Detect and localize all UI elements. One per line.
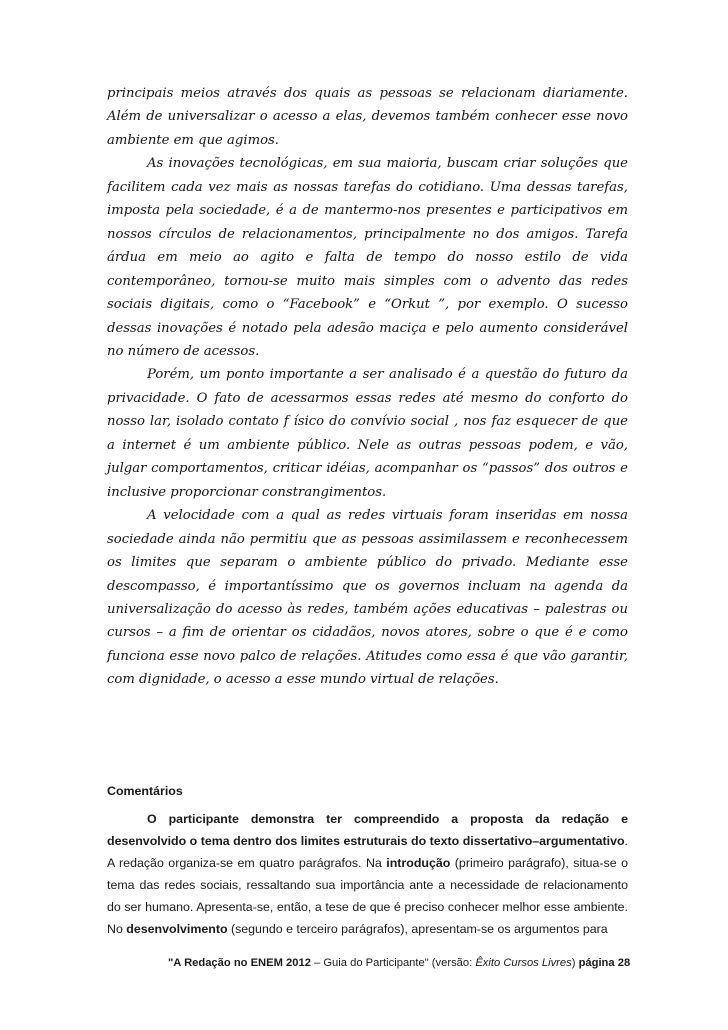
- comments-text-2: (primeiro parágrafo), situa-se o tema das redes sociais, ressaltando sua importância ante a necessidade de relacionamento do ser humano. Apresenta-se, então, a tese de que é preciso conhecer melhor esse ambiente. No: [107, 856, 628, 936]
- comments-text-3: (segundo e terceiro parágrafos), apresentam-se os argumentos para: [227, 922, 608, 936]
- footer-brand: Êxito Cursos Livres: [475, 957, 572, 969]
- essay-paragraph-3: Porém, um ponto importante a ser analisado é a questão do futuro da privacidade. O fato de acessarmos essas redes até mesmo do conforto do nosso lar, isolado contato f ísico do convívio social , nos faz esquecer de que a internet é um ambiente público. Nele as outras pessoas podem, e vão, julgar comportamentos, criticar idéias, acompanhar os “passos” dos outros e inclusive proporcionar constrangimentos.: [107, 367, 628, 500]
- footer-page-number: página 28: [578, 957, 631, 969]
- essay-paragraph-2: As inovações tecnológicas, em sua maioria, buscam criar soluções que facilitem cada vez mais as nossas tarefas do cotidiano. Uma dessas tarefas, imposta pela sociedade, é a de mantermo-nos presentes e participativos em nossos círculos de relacionamentos, principalmente no dos amigos. Tarefa árdua em meio ao agito e falta de tempo do nosso estilo de vida contemporâneo, tornou-se muito mais simples com o advento das redes sociais digitais, como o “Facebook” e “Orkut ”, por exemplo. O sucesso dessas inovações é notado pela adesão maciça e pelo aumento considerável no número de acessos.: [107, 156, 628, 359]
- comments-bold-intro: O participante demonstra ter compreendido a proposta da redação e desenvolvido o tema dentro dos limites estruturais do texto dissertativo–argumentativo: [107, 812, 628, 848]
- footer-guide: – Guia do Participante" (versão:: [310, 957, 476, 969]
- comments-text-1: . A redação organiza-se em quatro parágrafos. Na: [107, 834, 628, 870]
- essay-paragraph-1: principais meios através dos quais as pessoas se relacionam diariamente. Além de universalizar o acesso a elas, devemos também conhecer esse novo ambiente em que agimos.: [107, 86, 628, 148]
- essay-paragraph-4: A velocidade com a qual as redes virtuais foram inseridas em nossa sociedade ainda não permitiu que as pessoas assimilassem e reconhecessem os limites que separam o ambiente público do privado. Mediante esse descompasso, é importantíssimo que os governos incluam na agenda da universalização do acesso às redes, também ações educativas – palestras ou cursos – a fim de orientar os cidadãos, novos atores, sobre o que é e como funciona esse novo palco de relações. Atitudes como essa é que vão garantir, com dignidade, o acesso a esse mundo virtual de relações.: [107, 508, 628, 688]
- footer-title: "A Redação no ENEM 2012: [168, 957, 311, 969]
- footer-close: ): [571, 957, 579, 969]
- essay-text: [107, 82, 628, 692]
- comments-heading: Comentários: [107, 784, 183, 798]
- comments-paragraph: [107, 808, 628, 940]
- page-footer: [168, 957, 631, 969]
- comments-bold-desenvolvimento: desenvolvimento: [126, 922, 228, 936]
- comments-bold-introducao: introdução: [386, 856, 451, 870]
- comments-section: [107, 780, 628, 940]
